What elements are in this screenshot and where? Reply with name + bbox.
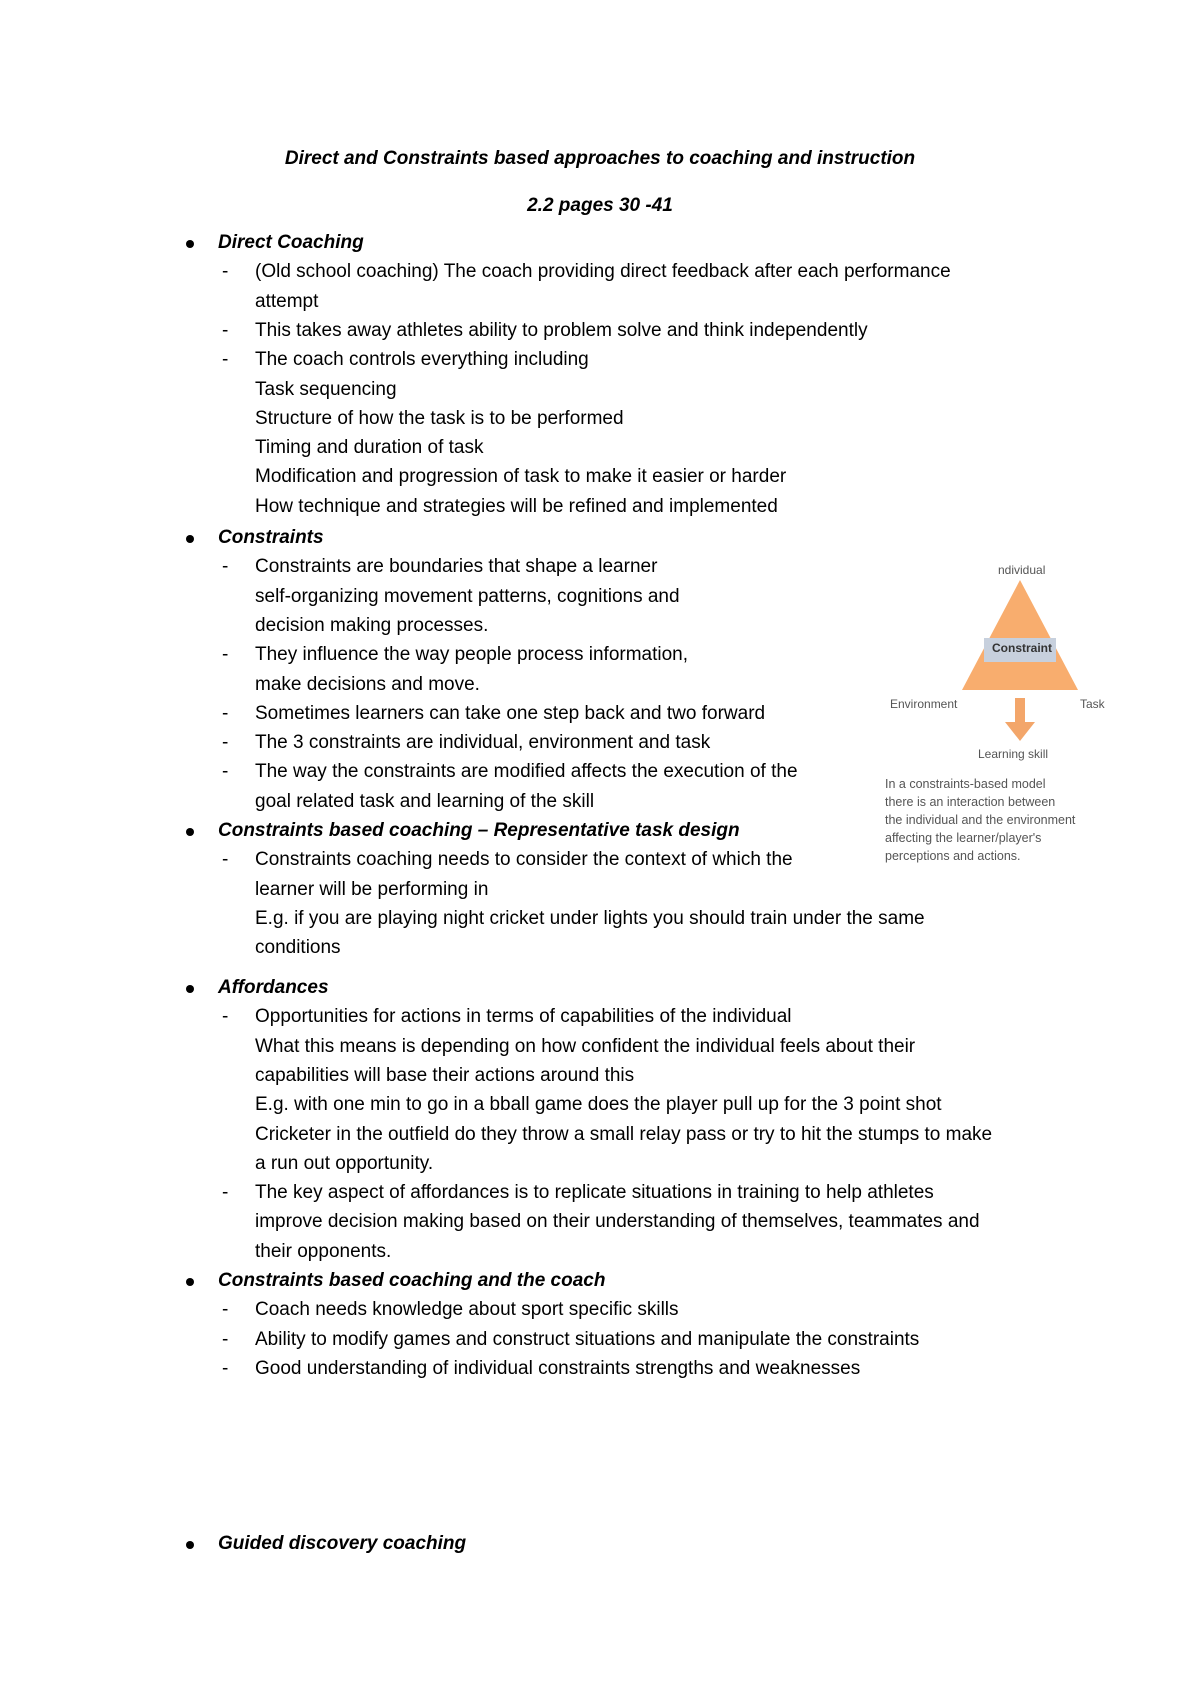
section-line: Coach needs knowledge about sport specific skills — [255, 1299, 679, 1321]
section-line: decision making processes. — [255, 614, 489, 636]
bullet-icon — [186, 1278, 194, 1286]
section-line: Constraints coaching needs to consider the context of which the — [255, 849, 793, 871]
section-line: The 3 constraints are individual, environment and task — [255, 732, 711, 754]
caption-line: affecting the learner/player's — [885, 831, 1042, 845]
section-line: make decisions and move. — [255, 673, 480, 695]
section-line: Modification and progression of task to make it easier or harder — [255, 466, 787, 488]
section-line: Cricketer in the outfield do they throw a small relay pass or try to hit the stumps to make — [255, 1123, 993, 1145]
dash-marker: - — [222, 1357, 229, 1379]
section-heading: Constraints based coaching – Representative task design — [218, 820, 740, 841]
bullet-icon — [186, 535, 194, 543]
arrow-down-icon — [1005, 722, 1035, 741]
section-line: E.g. if you are playing night cricket under lights you should train under the same — [255, 907, 925, 929]
dash-marker: - — [222, 1006, 229, 1028]
section-heading: Constraints based coaching and the coach — [218, 1270, 606, 1291]
section-line: their opponents. — [255, 1240, 392, 1262]
constraints-triangle-figure — [880, 555, 1120, 755]
bullet-icon — [186, 1541, 194, 1549]
caption-line: perceptions and actions. — [885, 849, 1021, 863]
section-line: goal related task and learning of the skill — [255, 790, 595, 812]
section-line: Task sequencing — [255, 378, 397, 400]
section-line: Structure of how the task is to be performed — [255, 407, 624, 429]
dash-marker: - — [222, 761, 229, 783]
bullet-icon — [186, 828, 194, 836]
caption-line: there is an interaction between — [885, 795, 1056, 809]
dash-marker: - — [222, 1182, 229, 1204]
diagram-caption — [885, 775, 1075, 865]
bullet-icon — [186, 985, 194, 993]
section-line: conditions — [255, 937, 341, 959]
dash-marker: - — [222, 849, 229, 871]
caption-line: the individual and the environment — [885, 813, 1076, 827]
section-line: Timing and duration of task — [255, 437, 484, 459]
section-line: capabilities will base their actions around this — [255, 1064, 635, 1086]
section-line: learner will be performing in — [255, 878, 489, 900]
dash-marker: - — [222, 1328, 229, 1350]
label-constraint: Constraint — [992, 641, 1052, 655]
section-line: E.g. with one min to go in a bball game does the player pull up for the 3 point shot — [255, 1094, 942, 1116]
dash-marker: - — [222, 319, 229, 341]
page-subtitle: 2.2 pages 30 -41 — [527, 195, 673, 216]
dash-marker: - — [222, 644, 229, 666]
bullet-icon — [186, 240, 194, 248]
section-line: improve decision making based on their understanding of themselves, teammates and — [255, 1211, 980, 1233]
section-line: Good understanding of individual constraints strengths and weaknesses — [255, 1357, 861, 1379]
caption-line: In a constraints-based model — [885, 777, 1046, 791]
section-line: self-organizing movement patterns, cognitions and — [255, 585, 680, 607]
section-line: What this means is depending on how confident the individual feels about their — [255, 1035, 916, 1057]
section-line: a run out opportunity. — [255, 1152, 434, 1174]
section-line: Constraints are boundaries that shape a learner — [255, 556, 658, 578]
section-heading: Affordances — [218, 977, 329, 998]
section-line: (Old school coaching) The coach providing direct feedback after each performance — [255, 261, 951, 283]
label-environment: Environment — [890, 697, 958, 711]
dash-marker: - — [222, 1299, 229, 1321]
section-line: The coach controls everything including — [255, 349, 589, 371]
dash-marker: - — [222, 732, 229, 754]
section-heading: Guided discovery coaching — [218, 1533, 467, 1554]
dash-marker: - — [222, 702, 229, 724]
section-line: attempt — [255, 290, 319, 312]
section-line: They influence the way people process information, — [255, 644, 689, 666]
dash-marker: - — [222, 349, 229, 371]
constraints-triangle — [962, 580, 1078, 690]
dash-marker: - — [222, 261, 229, 283]
section-line: Sometimes learners can take one step back and two forward — [255, 702, 766, 724]
section-heading: Direct Coaching — [218, 232, 364, 253]
label-learning-skill: Learning skill — [978, 747, 1049, 761]
section-line: The way the constraints are modified affects the execution of the — [255, 761, 798, 783]
section-line: Opportunities for actions in terms of capabilities of the individual — [255, 1006, 792, 1028]
section-heading: Constraints — [218, 527, 324, 548]
constraints-diagram — [880, 555, 1120, 875]
label-task: Task — [1080, 697, 1105, 711]
section-line: How technique and strategies will be refined and implemented — [255, 495, 778, 517]
label-individual: ndividual — [998, 563, 1046, 577]
section-line: The key aspect of affordances is to replicate situations in training to help athletes — [255, 1182, 934, 1204]
arrow-shaft — [1015, 698, 1025, 724]
dash-marker: - — [222, 556, 229, 578]
page-title: Direct and Constraints based approaches to coaching and instruction — [284, 148, 916, 169]
section-line: Ability to modify games and construct situations and manipulate the constraints — [255, 1328, 920, 1350]
section-line: This takes away athletes ability to problem solve and think independently — [255, 319, 868, 341]
